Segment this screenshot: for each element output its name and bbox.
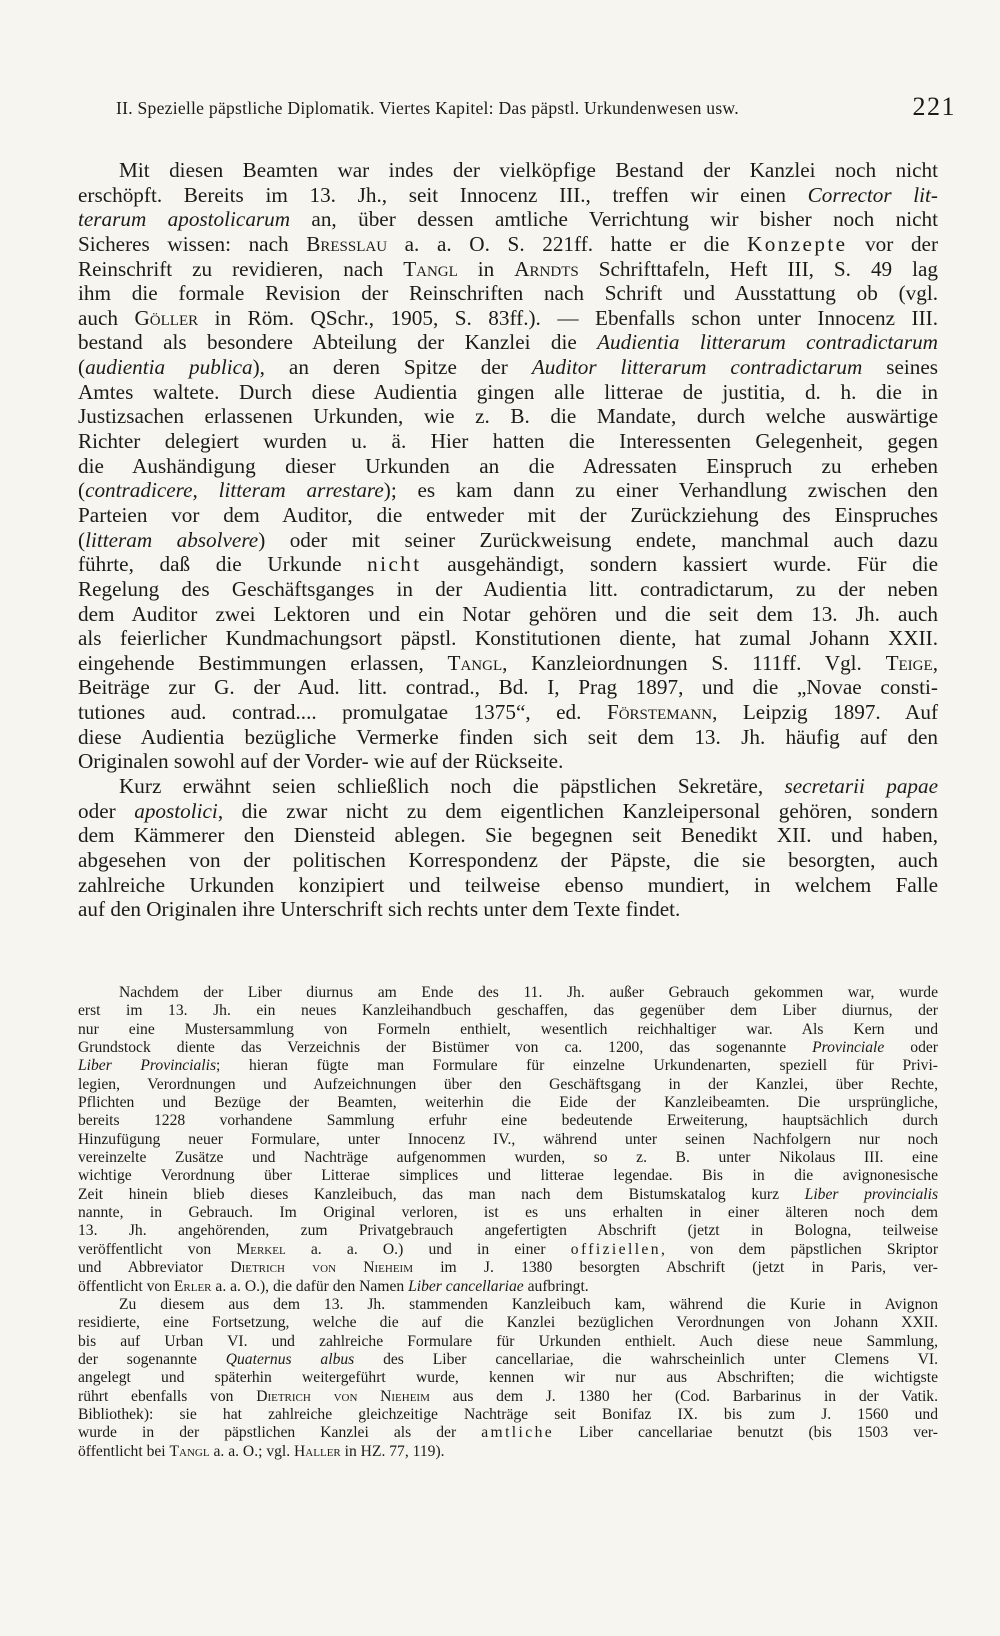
footnote-line: nur eine Mustersammlung von Formeln enthielt, wesentlich reichhaltiger war. Als Kern und xyxy=(78,1020,938,1038)
text-line: erschöpft. Bereits im 13. Jh., seit Innocenz III., treffen wir einen Corrector lit- xyxy=(78,182,938,207)
text-line: führte, daß die Urkunde nicht ausgehändigt, sondern kassiert wurde. Für die xyxy=(78,552,938,577)
footnote-line: Nachdem der Liber diurnus am Ende des 11. Jh. außer Gebrauch gekommen war, wurde xyxy=(119,984,938,1001)
footnote-line: vereinzelte Zusätze und Nachträge aufgenommen wurden, so z. B. unter Nikolaus III. eine xyxy=(78,1149,938,1167)
running-head: II. Spezielle päpstliche Diplomatik. Viertes Kapitel: Das päpstl. Urkundenwesen usw. xyxy=(116,98,739,118)
text-line: (audientia publica), an deren Spitze der Auditor litterarum contradictarum seines xyxy=(78,355,938,380)
text-line: eingehende Bestimmungen erlassen, Tangl, Kanzleiordnungen S. 111ff. Vgl. Teige, xyxy=(78,650,938,675)
text-line: Sicheres wissen: nach Bresslau a. a. O. S. 221ff. hatte er die Konzepte vor der xyxy=(78,231,938,256)
text-line: auch Göller in Röm. QSchr., 1905, S. 83ff.). — Ebenfalls schon unter Innocenz III. xyxy=(78,305,938,330)
text-line: abgesehen von der politischen Korrespondenz der Päpste, die sie besorgten, auch xyxy=(78,847,938,872)
text-line: terarum apostolicarum an, über dessen amtliche Verrichtung wir bisher noch nicht xyxy=(78,207,938,232)
text-line: bestand als besondere Abteilung der Kanzlei die Audientia litterarum contradictarum xyxy=(78,330,938,355)
text-line: zahlreiche Urkunden konzipiert und teilweise ebenso mundiert, in welchem Falle xyxy=(78,872,938,897)
main-text xyxy=(78,158,938,922)
text-line: Parteien vor dem Auditor, die entweder mit der Zurückziehung des Einspruches xyxy=(78,502,938,527)
footnote-line: 13. Jh. angehörenden, zum Privatgebrauch angefertigten Abschrift (jetzt in Bologna, teilweise xyxy=(78,1222,938,1240)
text-line: Kurz erwähnt seien schließlich noch die päpstlichen Sekretäre, secretarii papae xyxy=(119,774,938,799)
footnote-line: veröffentlicht von Merkel a. a. O.) und in einer offiziellen, von dem päpstlichen Skriptor xyxy=(78,1240,939,1258)
footnote-line: rührt ebenfalls von Dietrich von Nieheim aus dem J. 1380 her (Cod. Barbarinus in der Vatik. xyxy=(78,1387,938,1405)
text-line: als feierlicher Kundmachungsort päpstl. Konstitutionen diente, hat zumal Johann XXII. xyxy=(78,626,938,651)
footnote-line: wichtige Verordnung über Litterae simplices und litterae legendae. Bis in die avignonesische xyxy=(78,1167,938,1185)
text-line: die Aushändigung dieser Urkunden an die Adressaten Einspruch zu erheben xyxy=(78,453,938,478)
footnote-line: öffentlicht bei Tangl a. a. O.; vgl. Haller in HZ. 77, 119). xyxy=(78,1442,445,1460)
footnote-line: wurde in der päpstlichen Kanzlei als der amtliche Liber cancellariae benutzt (bis 1503 ver- xyxy=(78,1424,938,1442)
footnote-line: Pflichten und Bezüge der Beamten, weiterhin die Eide der Kanzleibeamten. Die ursprüngliche, xyxy=(78,1094,938,1112)
footnote-line: und Abbreviator Dietrich von Nieheim im J. 1380 besorgten Abschrift (jetzt in Paris, ver- xyxy=(78,1259,938,1277)
footnote-line: öffentlicht von Erler a. a. O.), die dafür den Namen Liber cancellariae aufbringt. xyxy=(78,1277,589,1295)
footnote-line: residierte, eine Fortsetzung, welche die auf die Kanzlei bezüglichen Verordnungen von Johann XXII. xyxy=(78,1314,938,1332)
text-line: auf den Originalen ihre Unterschrift sich rechts unter dem Texte findet. xyxy=(78,897,681,922)
text-line: diese Audientia bezügliche Vermerke finden sich seit dem 13. Jh. häufig auf den xyxy=(78,724,938,749)
footnote-line: erst im 13. Jh. ein neues Kanzleihandbuch geschaffen, das gegenüber dem Liber diurnus, der xyxy=(78,1002,938,1020)
text-line: Regelung des Geschäftsganges in der Audientia litt. contradictarum, zu der neben xyxy=(78,576,938,601)
footnotes xyxy=(78,984,938,1461)
footnote-line: Zeit hinein blieb dieses Kanzleibuch, das man nach dem Bistumskatalog kurz Liber provincialis xyxy=(78,1185,939,1203)
text-line: Beiträge zur G. der Aud. litt. contrad., Bd. I, Prag 1897, und die „Novae consti- xyxy=(78,675,938,700)
footnote-line: legien, Verordnungen und Aufzeichnungen über den Geschäftsgang in der Kanzlei, über Rechte, xyxy=(78,1075,938,1093)
text-line: Justizsachen erlassenen Urkunden, wie z. B. die Mandate, durch welche auswärtige xyxy=(78,404,938,429)
text-line: Mit diesen Beamten war indes der vielköpfige Bestand der Kanzlei noch nicht xyxy=(119,158,938,182)
text-line: Richter delegiert wurden u. ä. Hier hatten die Interessenten Gelegenheit, gegen xyxy=(78,429,938,454)
text-line: oder apostolici, die zwar nicht zu dem eigentlichen Kanzleipersonal gehören, sondern xyxy=(78,798,938,823)
text-line: (contradicere, litteram arrestare); es kam dann zu einer Verhandlung zwischen den xyxy=(78,478,938,503)
text-line: Amtes waltete. Durch diese Audientia gingen alle litterae de justitia, d. h. die in xyxy=(78,379,938,404)
text-line: Originalen sowohl auf der Vorder- wie auf der Rückseite. xyxy=(78,749,564,774)
text-line: ihm die formale Revision der Reinschriften nach Schrift und Ausstattung ob (vgl. xyxy=(78,281,938,306)
text-line: (litteram absolvere) oder mit seiner Zurückweisung endete, manchmal auch dazu xyxy=(78,527,938,552)
text-line: dem Auditor zwei Lektoren und ein Notar gehören und die seit dem 13. Jh. auch xyxy=(78,601,938,626)
footnote-line: Hinzufügung neuer Formulare, unter Innocenz IV., während unter seinen Nachfolgern nur noch xyxy=(78,1130,938,1148)
text-line: Reinschrift zu revidieren, nach Tangl in Arndts Schrifttafeln, Heft III, S. 49 lag xyxy=(78,256,938,281)
footnote-line: Liber Provincialis; hieran fügte man Formulare für einzelne Urkundenarten, speziell für Privi- xyxy=(78,1057,938,1075)
footnote-line: bereits 1228 vorhandene Sammlung erfuhr eine bedeutende Erweiterung, hauptsächlich durch xyxy=(78,1112,938,1130)
footnote-line: nannte, in Gebrauch. Im Original verloren, ist es uns erhalten in einer älteren noch dem xyxy=(78,1204,938,1222)
footnote-line: Bibliothek): sie hat zahlreiche gleichzeitige Nachträge seit Bonifaz IX. bis zum J. 1560 und xyxy=(78,1405,938,1423)
footnote-line: der sogenannte Quaternus albus des Liber cancellariae, die wahrscheinlich unter Clemens VI. xyxy=(78,1350,939,1368)
footnote-line: angelegt und späterhin weitergeführt wurde, kennen wir nur aus Abschriften; die wichtigste xyxy=(78,1369,938,1387)
page-number: 221 xyxy=(912,92,956,121)
page-header xyxy=(116,92,956,128)
footnote-line: bis auf Urban VI. und zahlreiche Formulare für Urkunden enthielt. Auch diese neue Sammlung, xyxy=(78,1332,938,1350)
footnote-line: Zu diesem aus dem 13. Jh. stammenden Kanzleibuch kam, während die Kurie in Avignon xyxy=(119,1295,938,1313)
footnote-line: Grundstock diente das Verzeichnis der Bistümer von ca. 1200, das sogenannte Provinciale oder xyxy=(78,1039,939,1057)
text-line: tutiones aud. contrad.... promulgatae 1375“, ed. Förstemann, Leipzig 1897. Auf xyxy=(78,700,939,725)
text-line: dem Kämmerer den Diensteid ablegen. Sie begegnen seit Benedikt XII. und haben, xyxy=(78,823,938,848)
